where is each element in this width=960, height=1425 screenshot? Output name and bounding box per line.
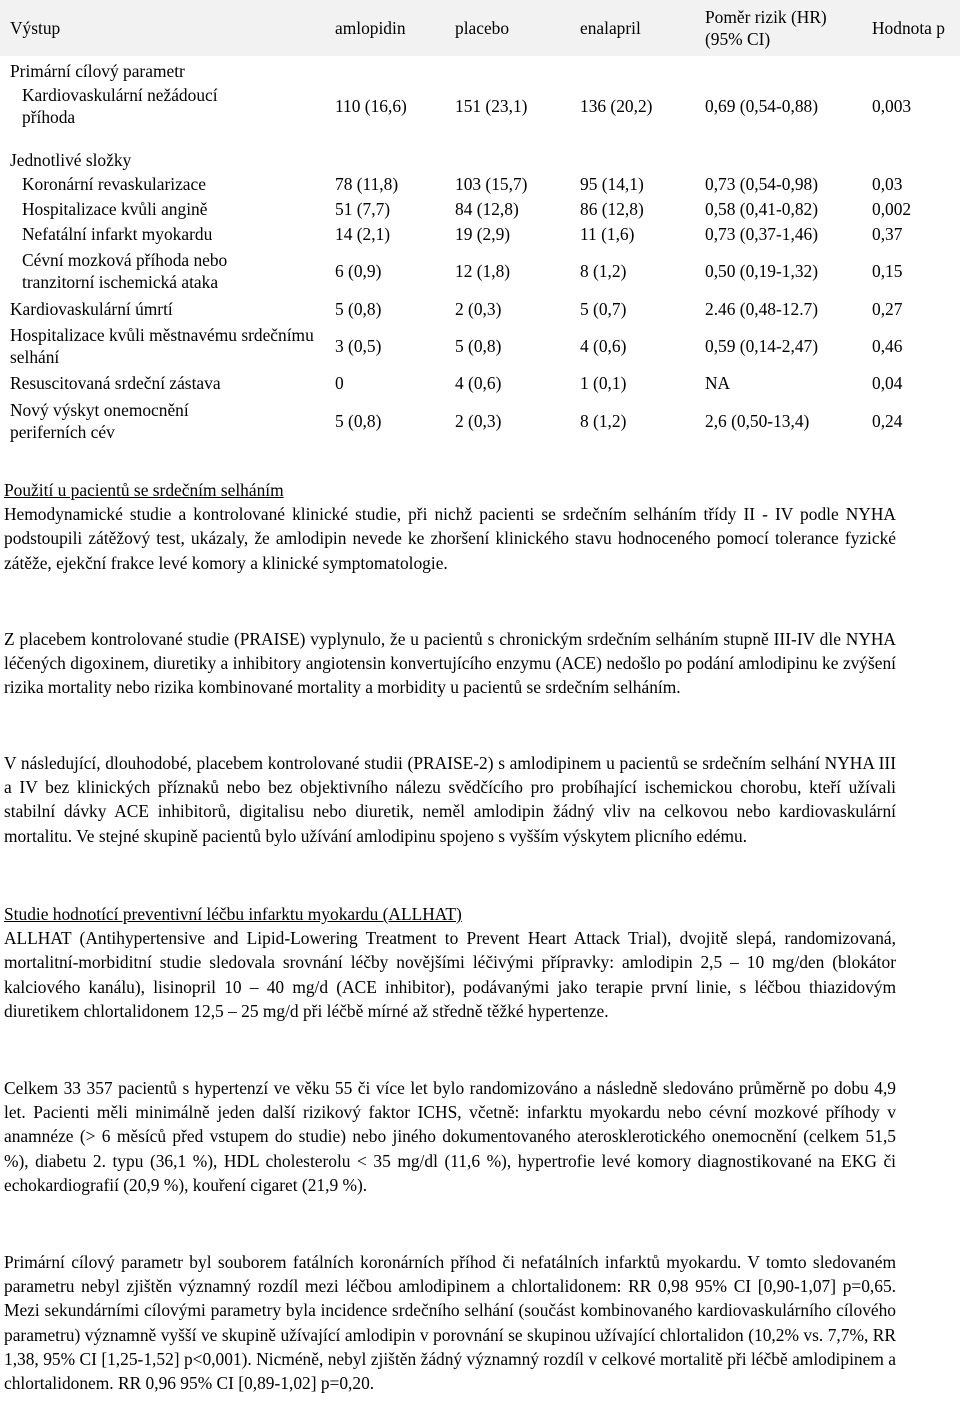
cell: 4 (0,6) [580,336,627,356]
cell: 0,003 [872,96,912,116]
cell: 78 (11,8) [335,174,399,194]
table-row [0,221,960,246]
header-cell: placebo [455,0,580,56]
paragraph: Hemodynamické studie a kontrolované klinické studie, při nichž pacienti se srdečním selháním třídy II - IV podle NYHA podstoupili zátěžový test, ukázaly, že amlodipin nevede ke zhoršení klinického stavu hodnoceného pomocí tolerance fyzické zátěže, ejekční frakce levé komory a klinické symptomatologie. [4,504,896,573]
table-row [0,396,960,446]
section-heading: Studie hodnotící preventivní léčbu infarktu myokardu (ALLHAT) [4,904,462,924]
paragraph-block [4,751,896,848]
row-label: Hospitalizace kvůli angině [22,198,208,219]
cell: 0,24 [872,411,903,431]
row-label: Resuscitovaná srdeční zástava [10,373,221,393]
table-row [0,172,960,196]
cell: 110 (16,6) [335,96,407,116]
cell: 0,37 [872,223,903,244]
cell: 14 (2,1) [335,223,391,244]
cell: 0 [335,373,344,393]
row-label: Hospitalizace kvůli městnavému srdečnímu selhání [10,325,314,367]
cell: 3 (0,5) [335,336,382,356]
section-label: Jednotlivé složky [10,150,132,170]
cell: 136 (20,2) [580,96,653,116]
cell: 2 (0,3) [455,411,502,431]
cell: 0,59 (0,14-2,47) [705,336,819,356]
table-row [0,246,960,296]
paragraph-block [4,1076,896,1197]
cell: 0,50 (0,19-1,32) [705,261,819,281]
cell: 5 (0,8) [335,411,382,431]
results-table [0,0,960,446]
cell: 19 (2,9) [455,223,511,244]
cell: 51 (7,7) [335,198,391,219]
cell: 5 (0,8) [335,299,382,319]
cell: 0,15 [872,261,903,281]
row-label: Kardiovaskulární úmrtí [10,299,173,319]
paragraph: Z placebem kontrolované studie (PRAISE) vyplynulo, že u pacientů s chronickým srdečním selháním stupně III-IV dle NYHA léčených digoxinem, diuretiky a inhibitory angiotensin konvertujícího enzymu (ACE) nedošlo po podání amlodipinu ke zvýšení rizika mortality nebo rizika kombinované mortality a morbidity u pacientů se srdečním selháním. [4,629,896,698]
row-label: Nefatální infarkt myokardu [22,223,213,244]
paragraph: Primární cílový parametr byl souborem fatálních koronárních příhod či nefatálních infarktů myokardu. V tomto sledovaném parametru nebyl zjištěn významný rozdíl mezi léčbou amlodipinem a chlortalidonem: RR 0,98 95% CI [0,90-1,07] p=0,65. Mezi sekundárními cílovými parametry byla incidence srdečního selhání (součást kombinovaného kardiovaskulárního cílového parametru) významně vyšší ve skupině užívající amlodipin v porovnání se skupinou užívající chlortalidon (10,2% vs. 7,7%, RR 1,38, 95% CI [1,25-1,52] p<0,001). Nicméně, nebyl zjištěn žádný významný rozdíl v celkové mortalitě při léčbě amlodipinem a chlortalidonem. RR 0,96 95% CI [0,89-1,02] p=0,20. [4,1252,896,1394]
cell: 5 (0,7) [580,299,627,319]
cell: 5 (0,8) [455,336,502,356]
table-row [0,296,960,322]
cell: 4 (0,6) [455,373,502,393]
cell: 1 (0,1) [580,373,627,393]
cell: NA [705,373,731,393]
section-heart-failure [4,478,896,575]
table-header-row [0,0,960,56]
cell: 84 (12,8) [455,198,519,219]
cell: 8 (1,2) [580,411,627,431]
paragraph: ALLHAT (Antihypertensive and Lipid-Lowering Treatment to Prevent Heart Attack Trial), dvojitě slepá, randomizovaná, mortalitní-morbiditní studie sledovala srovnání léčby novějšími léčivými přípravky: amlodipin 2,5 – 10 mg/den (blokátor kalciového kanálu), lisinopril 10 – 40 mg/d (ACE inhibitor), podávanými jako terapie první linie, s léčbou thiazidovým diuretikem chlortalidonem 12,5 – 25 mg/d při léčbě mírné až středně těžké hypertenze. [4,928,896,1021]
row-label: Koronární revaskularizace [22,174,206,194]
cell: 95 (14,1) [580,174,644,194]
cell: 86 (12,8) [580,198,644,219]
cell: 0,73 (0,37-1,46) [705,223,819,244]
cell: 6 (0,9) [335,261,382,281]
table-row [0,370,960,396]
cell: 0,04 [872,373,903,393]
table-row [0,322,960,370]
table-row [0,196,960,221]
spacer-row [0,130,960,148]
cell: 8 (1,2) [580,261,627,281]
row-label: Kardiovaskulární nežádoucí příhoda [22,85,218,127]
table-row [0,82,960,130]
section-allhat [4,902,896,1023]
header-cell: amlopidin [335,0,455,56]
section-label: Primární cílový parametr [10,61,185,81]
cell: 2 (0,3) [455,299,502,319]
header-cell: Výstup [0,0,335,56]
header-cell: enalapril [580,0,705,56]
cell: 151 (23,1) [455,96,528,116]
row-label: Nový výskyt onemocnění periferních cév [10,400,189,442]
section-label-row [0,148,960,172]
cell: 2.46 (0,48-12.7) [705,299,819,319]
paragraph: Celkem 33 357 pacientů s hypertenzí ve věku 55 či více let bylo randomizováno a následně sledováno průměrně po dobu 4,9 let. Pacienti měli minimálně jeden další rizikový faktor ICHS, včetně: infarktu myokardu nebo cévní mozkové příhody v anamnéze (> 6 měsíců před vstupem do studie) nebo jiného dokumentovaného aterosklerotického onemocnění (celkem 51,5 %), diabetu 2. typu (36,1 %), HDL cholesterolu < 35 mg/dl (11,6 %), hypertrofie levé komory diagnostikované na EKG či echokardiografií (20,9 %), kouření cigaret (21,9 %). [4,1078,896,1195]
section-label-row [0,56,960,82]
cell: 0,03 [872,174,903,194]
row-label: Cévní mozková příhoda nebo tranzitorní ischemická ataka [22,250,228,292]
cell: 0,46 [872,336,903,356]
cell: 12 (1,8) [455,261,511,281]
cell: 11 (1,6) [580,223,635,244]
cell: 0,002 [872,198,912,219]
cell: 2,6 (0,50-13,4) [705,411,810,431]
cell: 103 (15,7) [455,174,528,194]
header-cell: Poměr rizik (HR) (95% CI) [705,0,872,56]
section-heading: Použití u pacientů se srdečním selháním [4,480,284,500]
cell: 0,73 (0,54-0,98) [705,174,819,194]
paragraph: V následující, dlouhodobé, placebem kontrolované studii (PRAISE-2) s amlodipinem u pacientů se srdečním selhání NYHA III a IV bez klinických příznaků nebo bez objektivního nálezu svědčícího pro probíhající ischemickou chorobu, kteří užívali stabilní dávky ACE inhibitorů, digitalisu nebo diuretik, neměl amlodipin žádný vliv na celkovou nebo kardiovaskulární mortalitu. Ve stejné skupině pacientů bylo užívání amlodipinu spojeno s vyšším výskytem plicního edému. [4,753,896,846]
cell: 0,58 (0,41-0,82) [705,198,819,219]
paragraph-block [4,1250,896,1395]
cell: 0,27 [872,299,903,319]
cell: 0,69 (0,54-0,88) [705,96,819,116]
paragraph-block [4,627,896,700]
header-cell: Hodnota p [872,0,960,56]
